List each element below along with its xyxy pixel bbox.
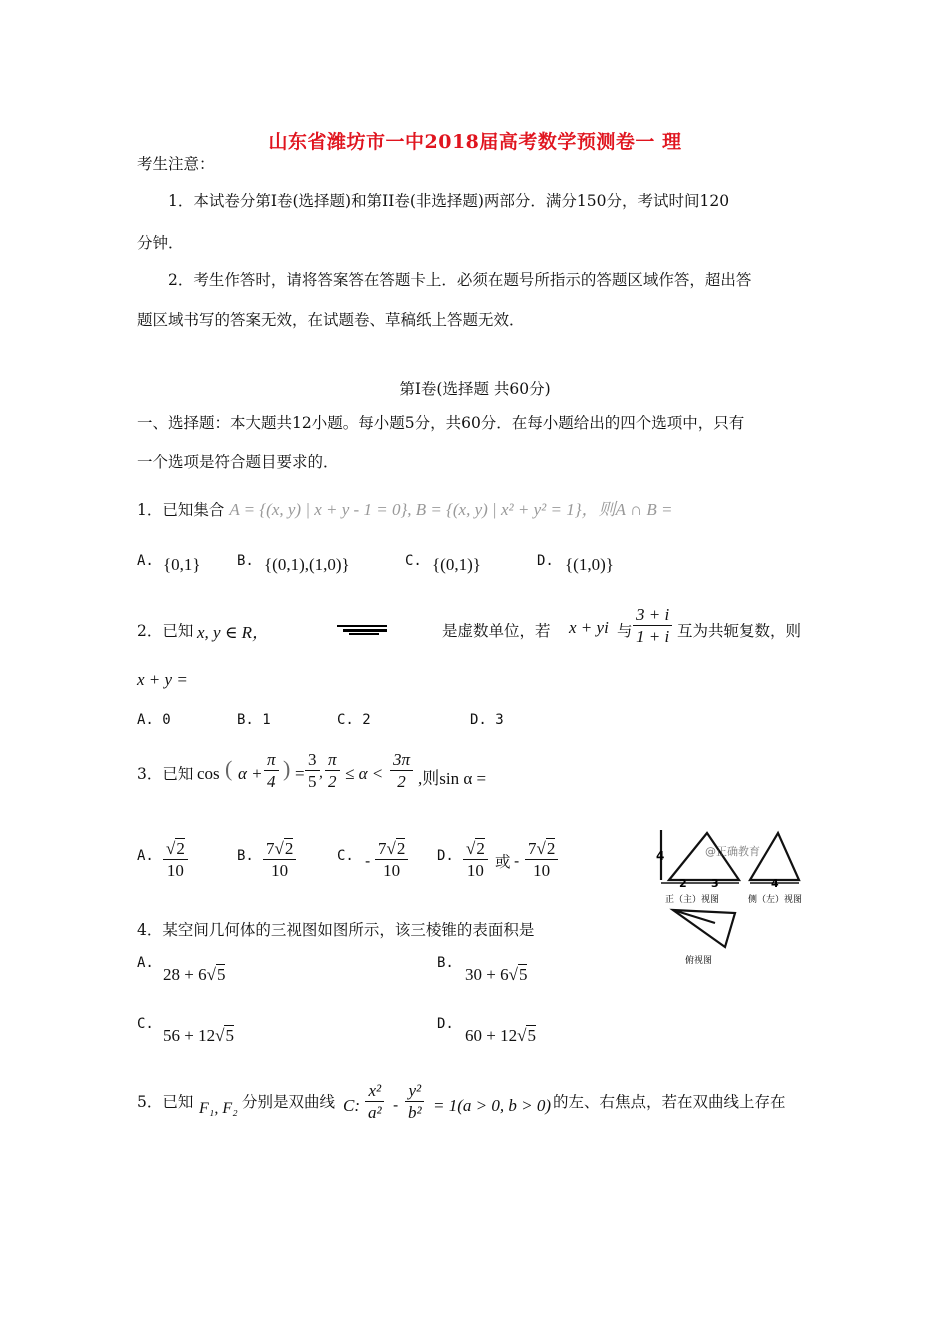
q3-d-num: 2 xyxy=(476,839,485,858)
q1-option-d-label: D. xyxy=(537,553,554,569)
q4-option-b: 30 + 6√5 xyxy=(465,965,528,984)
q1-prefix: 1．已知集合 xyxy=(137,501,225,519)
q4-option-d-label: D. xyxy=(437,1016,454,1032)
q4-option-a-label: A. xyxy=(137,955,154,971)
q4-c-value: 56 + 12 xyxy=(163,1026,216,1045)
q3-option-a-label: A. xyxy=(137,848,154,864)
q5-condition: = 1(a > 0, b > 0) xyxy=(433,1096,551,1115)
q3-b-coef: 7 xyxy=(266,839,275,858)
q3-d-den2: 10 xyxy=(533,861,551,881)
q4-d-value: 60 + 12 xyxy=(465,1026,518,1045)
side-view-label: 侧（左）视图 xyxy=(748,895,803,905)
q3-options xyxy=(137,838,617,894)
q2-suffix: 互为共轭复数，则 xyxy=(677,622,802,640)
q5-mid: 分别是双曲线 xyxy=(242,1093,336,1111)
q3-prefix: 3．已知 xyxy=(137,765,194,783)
q3-option-d-part-1: $\frac{√2}{10}$ xyxy=(463,838,488,882)
q4-option-c: 56 + 12√5 xyxy=(163,1026,234,1045)
q4-options-row-1 xyxy=(137,955,817,995)
q3-three: 3 xyxy=(305,749,320,771)
question-1 xyxy=(137,495,672,520)
q3-three-pi: 3π xyxy=(390,749,413,771)
q3-a-den: 10 xyxy=(166,861,184,881)
q3-comma: , xyxy=(319,764,323,781)
q3-cond-two-b: 2 xyxy=(397,772,406,792)
q2-with: 与 xyxy=(617,622,633,640)
q5-x2: x² xyxy=(365,1080,384,1102)
q2-option-a: A. 0 xyxy=(137,712,171,728)
section-title: 第Ⅰ卷(选择题 共60分) xyxy=(399,380,551,398)
q5-y-frac xyxy=(405,1080,425,1124)
q2-option-b: B. 1 xyxy=(237,712,271,728)
q1-option-b-label: B. xyxy=(237,553,254,569)
notice-item-2-line-1: 2．考生作答时，请将答案答在答题卡上．必须在题号所指示的答题区域作答，超出答 xyxy=(168,271,752,289)
side-dim: 4 xyxy=(771,877,779,890)
q3-eq: = xyxy=(295,764,305,783)
q3-ask: ,则sin α = xyxy=(418,769,487,788)
q3-four: 4 xyxy=(267,772,276,792)
q5-suffix: 的左、右焦点，若在双曲线上存在 xyxy=(553,1093,786,1111)
q3-3pi-over-2 xyxy=(390,749,413,793)
q5-b2: b² xyxy=(408,1103,422,1123)
q3-five: 5 xyxy=(308,772,317,792)
q3-d-coef: 7 xyxy=(528,839,537,858)
three-view-figure xyxy=(655,825,815,970)
q4-option-c-label: C. xyxy=(137,1016,154,1032)
q3-d-sign: - xyxy=(514,852,520,870)
q2-option-c: C. 2 xyxy=(337,712,371,728)
q2-vars: x, y ∈ R， xyxy=(197,623,270,642)
q3-c-den: 10 xyxy=(383,861,401,881)
q5-prefix: 5．已知 xyxy=(137,1093,194,1111)
notice-item-1-line-1: 1．本试卷分第Ⅰ卷(选择题)和第II卷(非选择题)两部分．满分150分，考试时间120 xyxy=(168,192,730,210)
front-dim-2: 3 xyxy=(711,877,719,890)
section-intro-line-2: 一个选项是符合题目要求的． xyxy=(137,453,339,471)
q3-c-coef: 7 xyxy=(378,839,387,858)
q3-b-den: 10 xyxy=(271,861,289,881)
q5-foci: F₁, F₂ xyxy=(199,1100,238,1117)
q1-expression: A = {(x, y) | x + y - 1 = 0}, B = {(x, y) | x² + y² = 1}，则A ∩ B = xyxy=(229,500,673,519)
q3-cos: cos xyxy=(197,764,220,783)
q3-option-d-part-2: $\frac{7√2}{10}$ xyxy=(525,838,558,882)
q4-a-root: 5 xyxy=(216,965,226,984)
q3-cond-pi: π xyxy=(325,749,340,771)
q3-paren-open: ( xyxy=(225,756,233,781)
q3-option-a: $\frac{√2}{10}$ xyxy=(163,838,188,882)
watermark: @正确教育 xyxy=(705,845,760,858)
q1-option-b: {(0,1),(1,0)} xyxy=(264,555,350,574)
q2-option-d: D. 3 xyxy=(470,712,504,728)
q3-three-fifths xyxy=(305,749,320,793)
front-dim-1: 2 xyxy=(679,877,687,890)
q5-y2: y² xyxy=(405,1080,424,1102)
q1-option-c: {(0,1)} xyxy=(432,555,481,574)
q5-minus: - xyxy=(393,1096,399,1114)
section-intro-line-1: 一、选择题：本大题共12小题。每小题5分，共60分．在每小题给出的四个选项中，只有 xyxy=(137,414,745,432)
q3-d-or: 或 xyxy=(495,853,511,871)
q3-d-den: 10 xyxy=(466,861,484,881)
q2-prefix: 2．已知 xyxy=(137,622,194,640)
q5-a2: a² xyxy=(368,1103,382,1123)
q3-pi: π xyxy=(264,749,279,771)
notice-item-2-line-2: 题区域书写的答案无效，在试题卷、草稿纸上答题无效． xyxy=(137,311,525,329)
q3-pi-over-2 xyxy=(325,749,340,793)
q4-option-d: 60 + 12√5 xyxy=(465,1026,536,1045)
q3-b-num: 2 xyxy=(284,839,294,858)
q1-option-a-label: A. xyxy=(137,553,154,569)
q3-option-c-label: C. xyxy=(337,848,354,864)
q3-option-c: $\frac{7√2}{10}$ xyxy=(375,838,408,882)
q3-paren-close: ) xyxy=(283,756,291,781)
top-view xyxy=(673,910,735,947)
q3-pi-over-4 xyxy=(264,749,279,793)
q1-option-a: {0,1} xyxy=(163,555,201,574)
q3-option-b: $\frac{7√2}{10}$ xyxy=(263,838,296,882)
question-2 xyxy=(137,605,817,658)
q2-expr: x + yi xyxy=(569,618,609,637)
q4-a-value: 28 + 6 xyxy=(163,965,207,984)
q1-option-c-label: C. xyxy=(405,553,422,569)
question-4: 4．某空间几何体的三视图如图所示，该三棱锥的表面积是 xyxy=(137,921,535,939)
front-height-label: 4 xyxy=(656,849,665,863)
q3-option-b-label: B. xyxy=(237,848,254,864)
q3-inequality: ≤ α < xyxy=(345,764,384,783)
notice-heading: 考生注意： xyxy=(137,155,215,173)
q3-option-d-label: D. xyxy=(437,848,454,864)
q3-c-num: 2 xyxy=(396,839,406,858)
q3-cond-two: 2 xyxy=(328,772,337,792)
notice-item-1-line-2: 分钟． xyxy=(137,234,184,252)
q3-alpha: α + xyxy=(238,764,263,783)
q5-x-frac xyxy=(365,1080,385,1124)
q4-option-b-label: B. xyxy=(437,955,454,971)
top-view-label: 俯视图 xyxy=(685,956,713,966)
q2-frac-den: 1 + i xyxy=(636,627,670,647)
q4-c-root: 5 xyxy=(225,1026,234,1045)
q3-d-num2: 2 xyxy=(546,839,556,858)
q3-a-num: 2 xyxy=(176,839,185,858)
q2-line-2: x + y = xyxy=(137,670,188,689)
q5-curve: C: xyxy=(343,1096,360,1115)
q3-c-sign: - xyxy=(365,852,371,870)
imaginary-unit-image xyxy=(337,624,387,636)
q4-options-row-2 xyxy=(137,1016,817,1056)
q1-option-d: {(1,0)} xyxy=(565,555,614,574)
q4-d-root: 5 xyxy=(527,1026,536,1045)
question-3 xyxy=(137,752,557,802)
q4-b-root: 5 xyxy=(518,965,528,984)
q4-b-value: 30 + 6 xyxy=(465,965,509,984)
question-5 xyxy=(137,1080,817,1136)
page-title: 山东省潍坊市一中2018届高考数学预测卷一 理 xyxy=(268,131,682,153)
q2-fraction xyxy=(633,604,672,648)
q2-frac-num: 3 + i xyxy=(633,604,672,626)
q2-mid: 是虚数单位，若 xyxy=(442,622,551,640)
front-view-label: 正（主）视图 xyxy=(665,895,720,905)
q4-option-a: 28 + 6√5 xyxy=(163,965,226,984)
